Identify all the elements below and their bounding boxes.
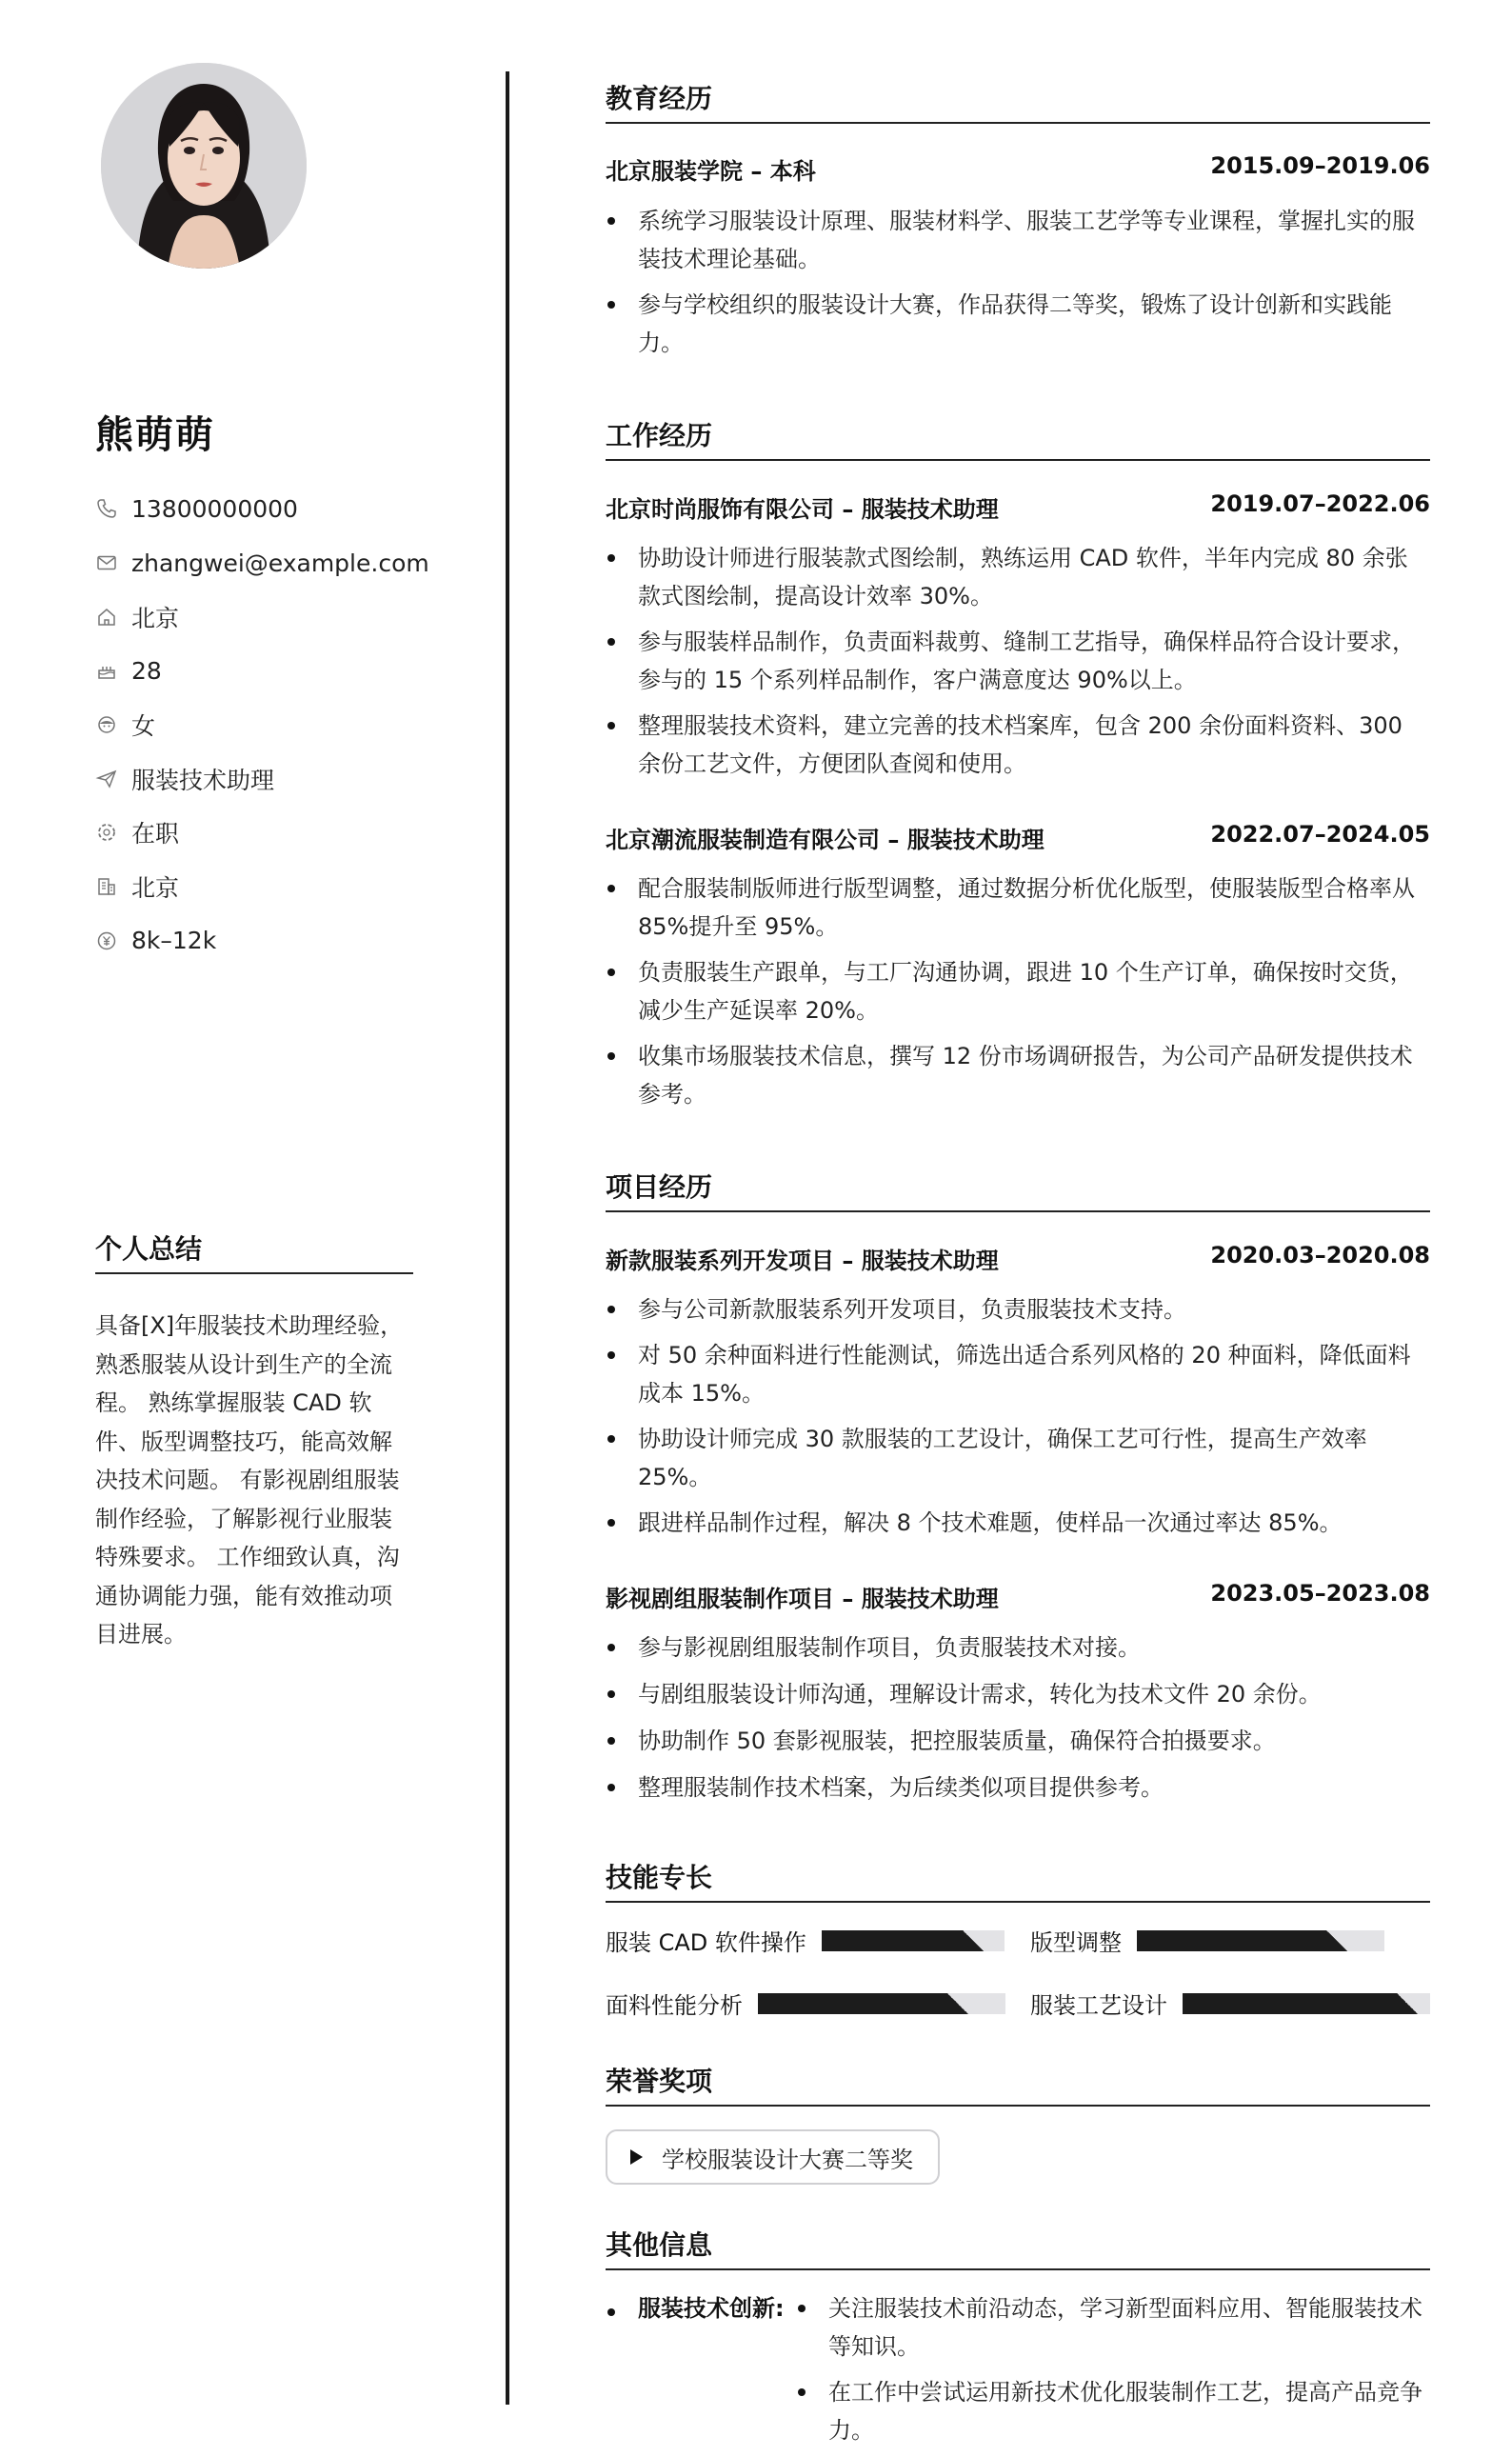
list-item: 系统学习服装设计原理、服装材料学、服装工艺学等专业课程，掌握扎实的服装技术理论基础。	[606, 202, 1430, 278]
project-2-bullets	[606, 1628, 1430, 1815]
work-2-org: 北京潮流服装制造有限公司 – 服装技术助理	[606, 827, 1044, 853]
contact-gender-text: 女	[131, 712, 156, 741]
skill-bar	[822, 1930, 1005, 1951]
education-entry-header	[606, 152, 1430, 186]
education-org: 北京服装学院 – 本科	[606, 158, 816, 185]
work-1-date: 2019.07–2022.06	[1210, 490, 1430, 517]
contact-status-text: 在职	[131, 820, 180, 849]
education-date: 2015.09–2019.06	[1210, 152, 1430, 179]
projects-title: 项目经历	[606, 1167, 1430, 1212]
work-title: 工作经历	[606, 415, 1430, 461]
education-title: 教育经历	[606, 78, 1430, 124]
list-item: 收集市场服装技术信息，撰写 12 份市场调研报告，为公司产品研发提供技术参考。	[606, 1037, 1430, 1113]
contact-city-text: 北京	[131, 874, 180, 903]
list-item: 参与影视剧组服装制作项目，负责服装技术对接。	[606, 1628, 1430, 1667]
list-item: 参与公司新款服装系列开发项目，负责服装技术支持。	[606, 1290, 1430, 1328]
home-icon	[95, 606, 118, 629]
education-bullets	[606, 202, 1430, 370]
award-text: 学校服装设计大赛二等奖	[662, 2146, 913, 2173]
other-bullets	[796, 2289, 1430, 2457]
summary-title: 个人总结	[95, 1228, 413, 1274]
contact-location-text: 北京	[131, 604, 180, 632]
list-item: 协助设计师进行服装款式图绘制，熟练运用 CAD 软件，半年内完成 80 余张款式图绘制，提高设计效率 30%。	[606, 539, 1430, 615]
skill-item	[606, 1987, 1005, 2020]
award-chip[interactable]	[606, 2129, 940, 2185]
avatar-portrait-icon	[101, 63, 307, 269]
list-item: 参与学校组织的服装设计大赛，作品获得二等奖，锻炼了设计创新和实践能力。	[606, 286, 1430, 362]
skill-bar	[1183, 1993, 1430, 2014]
contact-email	[95, 536, 429, 590]
send-icon	[95, 768, 118, 790]
other-label: 服装技术创新:	[606, 2289, 785, 2327]
project-2-date: 2023.05–2023.08	[1210, 1580, 1430, 1607]
list-item: 协助制作 50 套影视服装，把控服装质量，确保符合拍摄要求。	[606, 1722, 1430, 1760]
contact-age-text: 28	[131, 656, 162, 685]
other-title: 其他信息	[606, 2225, 1430, 2270]
contact-position-text: 服装技术助理	[131, 766, 275, 794]
work-entry-2-header	[606, 821, 1430, 854]
list-item: 在工作中尝试运用新技术优化服装制作工艺，提高产品竞争力。	[796, 2373, 1430, 2449]
list-item: 整理服装制作技术档案，为后续类似项目提供参考。	[606, 1768, 1430, 1807]
list-item: 对 50 余种面料进行性能测试，筛选出适合系列风格的 20 种面料，降低面料成本 15%。	[606, 1336, 1430, 1412]
project-1-name: 新款服装系列开发项目 – 服装技术助理	[606, 1248, 999, 1274]
list-item: 配合服装制版师进行版型调整，通过数据分析优化版型，使服装版型合格率从 85%提升至 95%。	[606, 869, 1430, 946]
gender-icon	[95, 713, 118, 736]
contact-age	[95, 644, 429, 698]
cake-icon	[95, 659, 118, 682]
contact-phone	[95, 482, 429, 536]
skill-name: 面料性能分析	[606, 1992, 743, 2019]
contact-status	[95, 806, 429, 860]
work-1-bullets	[606, 539, 1430, 790]
work-2-bullets	[606, 869, 1430, 1121]
list-item: 负责服装生产跟单，与工厂沟通协调，跟进 10 个生产订单，确保按时交货，减少生产延误率 20%。	[606, 953, 1430, 1029]
work-entry-1-header	[606, 490, 1430, 524]
contact-email-text[interactable]: zhangwei@example.com	[131, 549, 429, 577]
column-divider	[506, 71, 509, 2405]
list-item: 协助设计师完成 30 款服装的工艺设计，确保工艺可行性，提高生产效率 25%。	[606, 1420, 1430, 1496]
contact-salary	[95, 914, 429, 969]
list-item: 关注服装技术前沿动态，学习新型面料应用、智能服装技术等知识。	[796, 2289, 1430, 2366]
work-1-org: 北京时尚服饰有限公司 – 服装技术助理	[606, 496, 999, 523]
building-icon	[95, 875, 118, 898]
contact-list	[95, 482, 429, 968]
skill-name: 版型调整	[1030, 1929, 1122, 1956]
play-icon	[630, 2149, 643, 2165]
contact-position	[95, 751, 429, 806]
skill-item	[1030, 1987, 1430, 2020]
list-item: 整理服装技术资料，建立完善的技术档案库，包含 200 余份面料资料、300 余份工艺文件，方便团队查阅和使用。	[606, 707, 1430, 783]
skill-item	[1030, 1924, 1384, 1957]
mail-icon	[95, 551, 118, 574]
skills-title: 技能专长	[606, 1857, 1430, 1903]
skill-name: 服装工艺设计	[1030, 1992, 1167, 2019]
salary-icon	[95, 929, 118, 952]
avatar	[101, 63, 307, 269]
contact-gender	[95, 698, 429, 752]
project-2-header	[606, 1580, 1430, 1613]
list-item: 参与服装样品制作，负责面料裁剪、缝制工艺指导，确保样品符合设计要求，参与的 15 个系列样品制作，客户满意度达 90%以上。	[606, 623, 1430, 699]
contact-city	[95, 860, 429, 914]
contact-location	[95, 589, 429, 644]
candidate-name: 熊萌萌	[95, 413, 215, 457]
project-1-bullets	[606, 1290, 1430, 1549]
summary-text: 具备[X]年服装技术助理经验，熟悉服装从设计到生产的全流程。 熟练掌握服装 CAD 软件、版型调整技巧，能高效解决技术问题。 有影视剧组服装制作经验，了解影视行业服装特殊要求。 工作细致认真，沟通协调能力强，能有效推动项目进展。	[95, 1312, 404, 1648]
project-2-name: 影视剧组服装制作项目 – 服装技术助理	[606, 1586, 999, 1612]
skill-bar	[1137, 1930, 1384, 1951]
contact-salary-text: 8k–12k	[131, 927, 217, 955]
skill-item	[606, 1924, 1005, 1957]
awards-title: 荣誉奖项	[606, 2061, 1430, 2107]
project-1-date: 2020.03–2020.08	[1210, 1242, 1430, 1268]
contact-phone-text: 13800000000	[131, 494, 298, 523]
project-1-header	[606, 1242, 1430, 1275]
skill-bar	[758, 1993, 1005, 2014]
list-item: 跟进样品制作过程，解决 8 个技术难题，使样品一次通过率达 85%。	[606, 1504, 1430, 1542]
phone-icon	[95, 497, 118, 520]
status-icon	[95, 821, 118, 844]
skill-name: 服装 CAD 软件操作	[606, 1929, 806, 1956]
work-2-date: 2022.07–2024.05	[1210, 821, 1430, 848]
list-item: 与剧组服装设计师沟通，理解设计需求，转化为技术文件 20 余份。	[606, 1675, 1430, 1713]
